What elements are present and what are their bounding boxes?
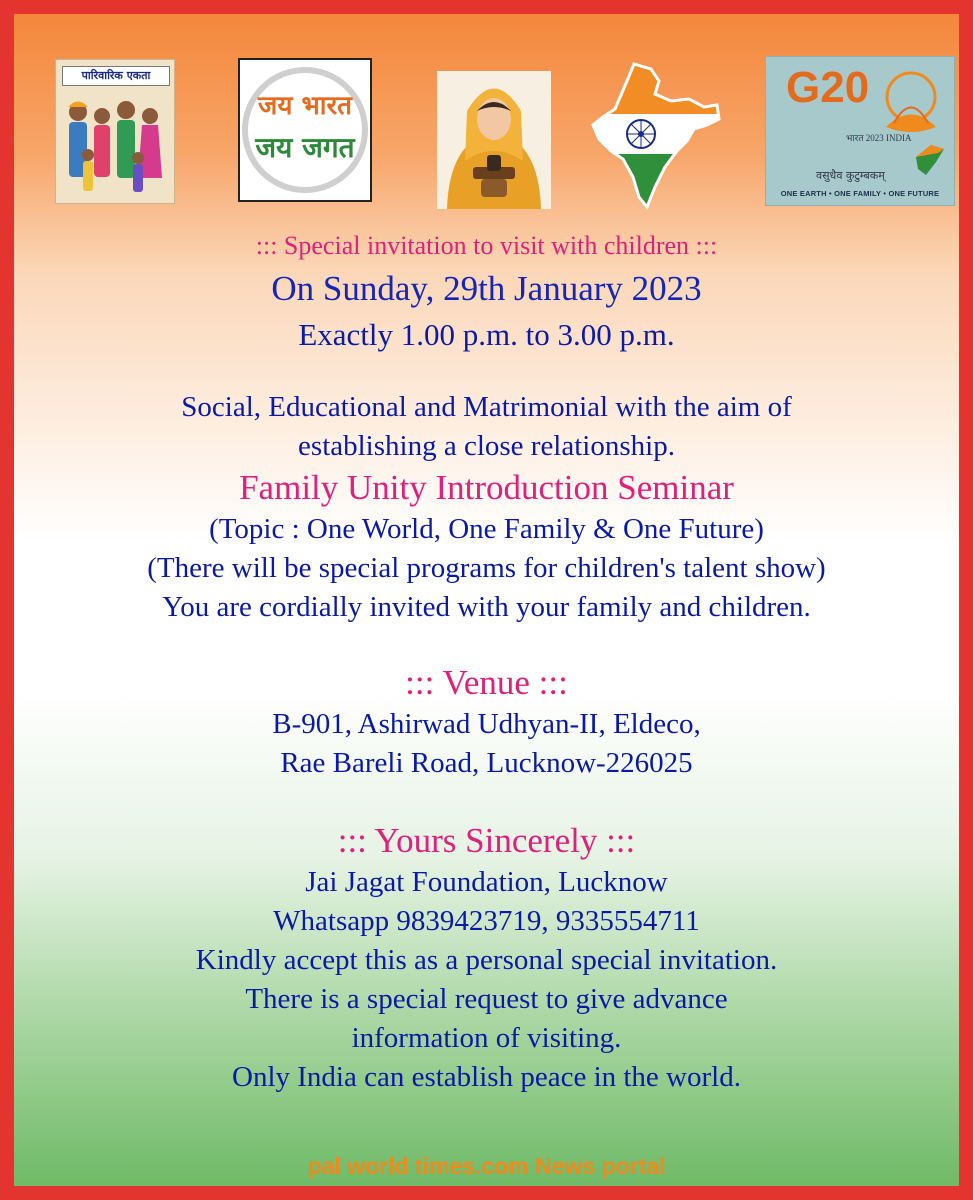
request-line-1: There is a special request to give advance: [245, 983, 728, 1015]
jai-bharat-text: जय भारत: [258, 91, 352, 121]
cordial-invitation: You are cordially invited with your family and children.: [162, 591, 811, 623]
india-map-icon: [579, 59, 724, 214]
venue-line-1: B-901, Ashirwad Udhyan-II, Eldeco,: [272, 708, 701, 740]
family-unity-label: पारिवारिक एकता: [62, 66, 170, 86]
closing-heading: ::: Yours Sincerely :::: [337, 821, 636, 860]
jai-jagat-text: जय जगत: [255, 131, 355, 164]
family-unity-logo: [55, 59, 175, 204]
spacer: [14, 627, 959, 661]
organization-name: Jai Jagat Foundation, Lucknow: [305, 866, 668, 898]
purpose-line-2: establishing a close relationship.: [298, 430, 675, 462]
special-programs: (There will be special programs for children's talent show): [147, 552, 826, 584]
invitation-content: [14, 226, 959, 1097]
g20-logo: [765, 56, 955, 206]
jai-bharat-jai-jagat-logo: [238, 58, 372, 202]
venue-line-2: Rae Bareli Road, Lucknow-226025: [280, 747, 693, 779]
purpose-line-1: Social, Educational and Matrimonial with the aim of: [181, 391, 792, 423]
event-time: Exactly 1.00 p.m. to 3.00 p.m.: [298, 317, 675, 352]
footer-portal-name: pal world times.com News portal: [307, 1153, 666, 1179]
venue-heading: ::: Venue :::: [405, 663, 568, 702]
accept-note: Kindly accept this as a personal special invitation.: [195, 944, 778, 976]
spacer: [14, 358, 959, 388]
queen-portrait: [437, 71, 551, 209]
g20-tagline: ONE EARTH • ONE FAMILY • ONE FUTURE: [780, 189, 940, 198]
whatsapp-numbers: Whatsapp 9839423719, 9335554711: [273, 905, 700, 937]
logo-strip: [14, 14, 973, 224]
request-line-2: information of visiting.: [351, 1022, 622, 1054]
spacer: [14, 783, 959, 819]
seminar-topic: (Topic : One World, One Family & One Future): [209, 513, 764, 545]
seminar-title: Family Unity Introduction Seminar: [239, 468, 734, 507]
event-date: On Sunday, 29th January 2023: [271, 269, 702, 308]
g20-title: G20: [786, 63, 870, 112]
portrait-illustration: [437, 71, 551, 209]
invitation-heading: ::: Special invitation to visit with children :::: [255, 231, 718, 260]
peace-message: Only India can establish peace in the world.: [232, 1061, 741, 1093]
g20-year: भारत 2023 INDIA: [846, 133, 912, 143]
g20-sanskrit-motto: वसुधैव कुटुम्बकम्: [816, 169, 885, 182]
